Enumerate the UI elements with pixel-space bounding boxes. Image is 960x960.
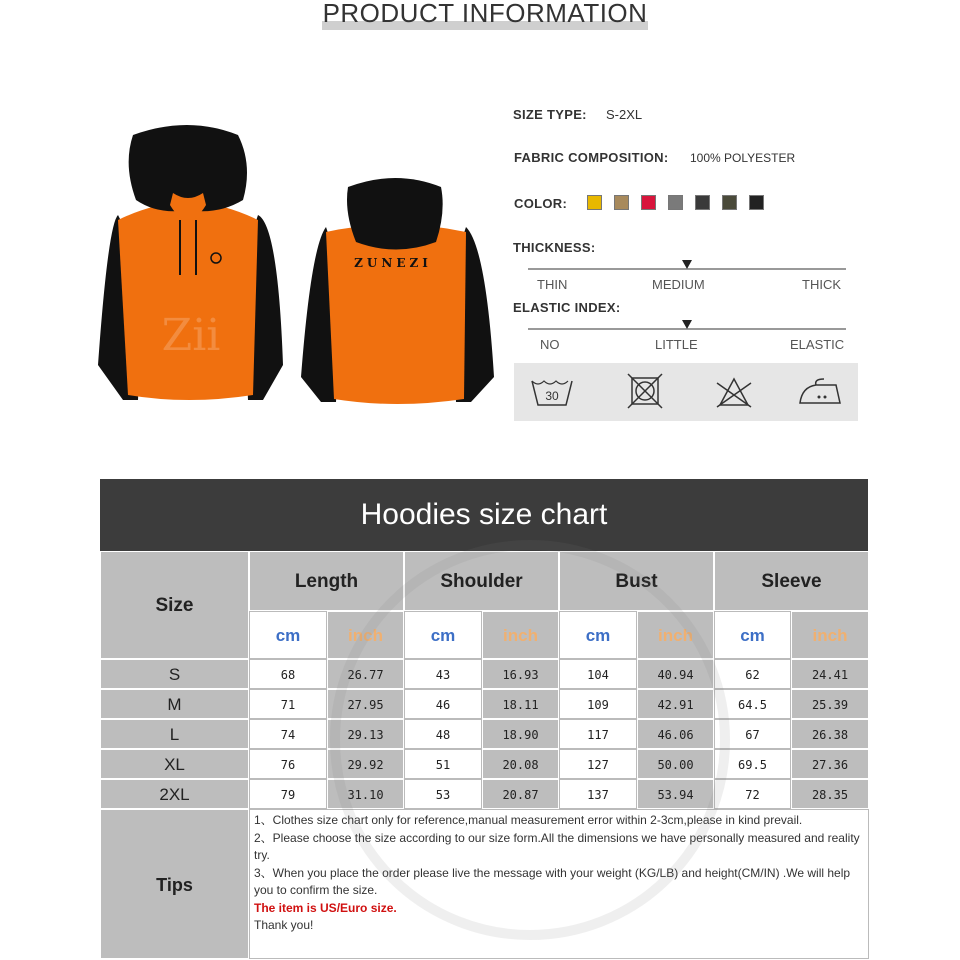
- unit-inch-label: inch: [791, 611, 869, 659]
- hoodie-front-image: [98, 125, 283, 400]
- size-value-cell: 68: [249, 659, 327, 689]
- size-value-cell: 27.95: [327, 689, 404, 719]
- size-type-label: SIZE TYPE:: [513, 107, 587, 122]
- unit-inch-label: inch: [482, 611, 559, 659]
- unit-cm-label: cm: [249, 611, 327, 659]
- size-value-cell: 29.92: [327, 749, 404, 779]
- brand-logo-text: ZUNEZI: [354, 256, 432, 270]
- thickness-marker: [682, 260, 692, 269]
- thickness-max-label: THICK: [802, 277, 841, 292]
- size-value-cell: 40.94: [637, 659, 714, 689]
- size-value-cell: 71: [249, 689, 327, 719]
- size-row-label: 2XL: [100, 779, 249, 809]
- size-value-cell: 43: [404, 659, 482, 689]
- size-value-cell: 74: [249, 719, 327, 749]
- size-row-label: L: [100, 719, 249, 749]
- no-tumble-dry-icon: [628, 374, 662, 408]
- color-swatch: [614, 195, 629, 210]
- elastic-mid-label: LITTLE: [655, 337, 698, 352]
- size-value-cell: 76: [249, 749, 327, 779]
- size-chart-title: Hoodies size chart: [100, 479, 868, 551]
- unit-cm-label: cm: [404, 611, 482, 659]
- page-title: PRODUCT INFORMATION: [322, 0, 648, 28]
- size-value-cell: 16.93: [482, 659, 559, 689]
- size-value-cell: 24.41: [791, 659, 869, 689]
- size-value-cell: 50.00: [637, 749, 714, 779]
- size-value-cell: 53.94: [637, 779, 714, 809]
- elastic-max-label: ELASTIC: [790, 337, 845, 352]
- measure-header-bust: Bust: [559, 551, 714, 611]
- size-value-cell: 26.77: [327, 659, 404, 689]
- color-swatch: [587, 195, 602, 210]
- size-value-cell: 72: [714, 779, 791, 809]
- product-images: [88, 125, 500, 410]
- fabric-value: 100% POLYESTER: [690, 151, 796, 165]
- elastic-min-label: NO: [540, 337, 560, 352]
- size-row-label: XL: [100, 749, 249, 779]
- unit-inch-label: inch: [637, 611, 714, 659]
- wash-30-icon: [532, 381, 572, 405]
- measure-header-shoulder: Shoulder: [404, 551, 559, 611]
- elastic-label: ELASTIC INDEX:: [513, 300, 621, 315]
- size-value-cell: 69.5: [714, 749, 791, 779]
- unit-inch-label: inch: [327, 611, 404, 659]
- size-type-value: S-2XL: [606, 107, 643, 122]
- color-swatch: [641, 195, 656, 210]
- size-value-cell: 20.87: [482, 779, 559, 809]
- care-instructions: [514, 363, 858, 421]
- size-value-cell: 46: [404, 689, 482, 719]
- unit-cm-label: cm: [559, 611, 637, 659]
- brand-badge-watermark: Zii: [161, 310, 221, 361]
- size-value-cell: 51: [404, 749, 482, 779]
- thickness-min-label: THIN: [537, 277, 568, 292]
- hoodie-back-image: [301, 178, 494, 404]
- measure-header-length: Length: [249, 551, 404, 611]
- thickness-mid-label: MEDIUM: [652, 277, 705, 292]
- tip-3: 3、When you place the order please live the message with your weight (KG/LB) and height(CM/IN) .We will help you to confirm the size.: [254, 865, 851, 897]
- size-row-label: S: [100, 659, 249, 689]
- unit-cm-label: cm: [714, 611, 791, 659]
- tip-1: 1、Clothes size chart only for reference,manual measurement error within 2-3cm,please in kind prevail.: [254, 813, 803, 827]
- size-value-cell: 79: [249, 779, 327, 809]
- size-value-cell: 18.11: [482, 689, 559, 719]
- size-value-cell: 127: [559, 749, 637, 779]
- size-value-cell: 62: [714, 659, 791, 689]
- tip-2: 2、Please choose the size according to our size form.All the dimensions we have personally measured and reality try.: [254, 830, 860, 862]
- elastic-marker: [682, 320, 692, 329]
- tip-size-note: The item is US/Euro size.: [254, 900, 397, 915]
- size-value-cell: 42.91: [637, 689, 714, 719]
- size-value-cell: 48: [404, 719, 482, 749]
- size-value-cell: 31.10: [327, 779, 404, 809]
- svg-text:30: 30: [545, 389, 559, 403]
- size-value-cell: 64.5: [714, 689, 791, 719]
- fabric-label: FABRIC COMPOSITION:: [514, 150, 669, 165]
- size-value-cell: 18.90: [482, 719, 559, 749]
- tips-label: Tips: [100, 809, 249, 959]
- tip-thanks: Thank you!: [254, 918, 314, 932]
- thickness-label: THICKNESS:: [513, 240, 596, 255]
- size-value-cell: 53: [404, 779, 482, 809]
- size-value-cell: 28.35: [791, 779, 869, 809]
- size-value-cell: 104: [559, 659, 637, 689]
- size-row-label: M: [100, 689, 249, 719]
- color-swatch: [722, 195, 737, 210]
- size-value-cell: 20.08: [482, 749, 559, 779]
- size-value-cell: 27.36: [791, 749, 869, 779]
- size-column-header: Size: [100, 551, 249, 659]
- size-value-cell: 46.06: [637, 719, 714, 749]
- size-value-cell: 137: [559, 779, 637, 809]
- size-value-cell: 26.38: [791, 719, 869, 749]
- measure-header-sleeve: Sleeve: [714, 551, 869, 611]
- size-value-cell: 29.13: [327, 719, 404, 749]
- no-bleach-icon: [717, 379, 751, 407]
- color-swatch: [668, 195, 683, 210]
- low-iron-icon: [800, 379, 840, 403]
- size-value-cell: 109: [559, 689, 637, 719]
- size-value-cell: 25.39: [791, 689, 869, 719]
- tips-text: [249, 809, 869, 959]
- size-value-cell: 117: [559, 719, 637, 749]
- size-value-cell: 67: [714, 719, 791, 749]
- color-label: COLOR:: [514, 196, 568, 211]
- color-swatch: [695, 195, 710, 210]
- color-swatch: [749, 195, 764, 210]
